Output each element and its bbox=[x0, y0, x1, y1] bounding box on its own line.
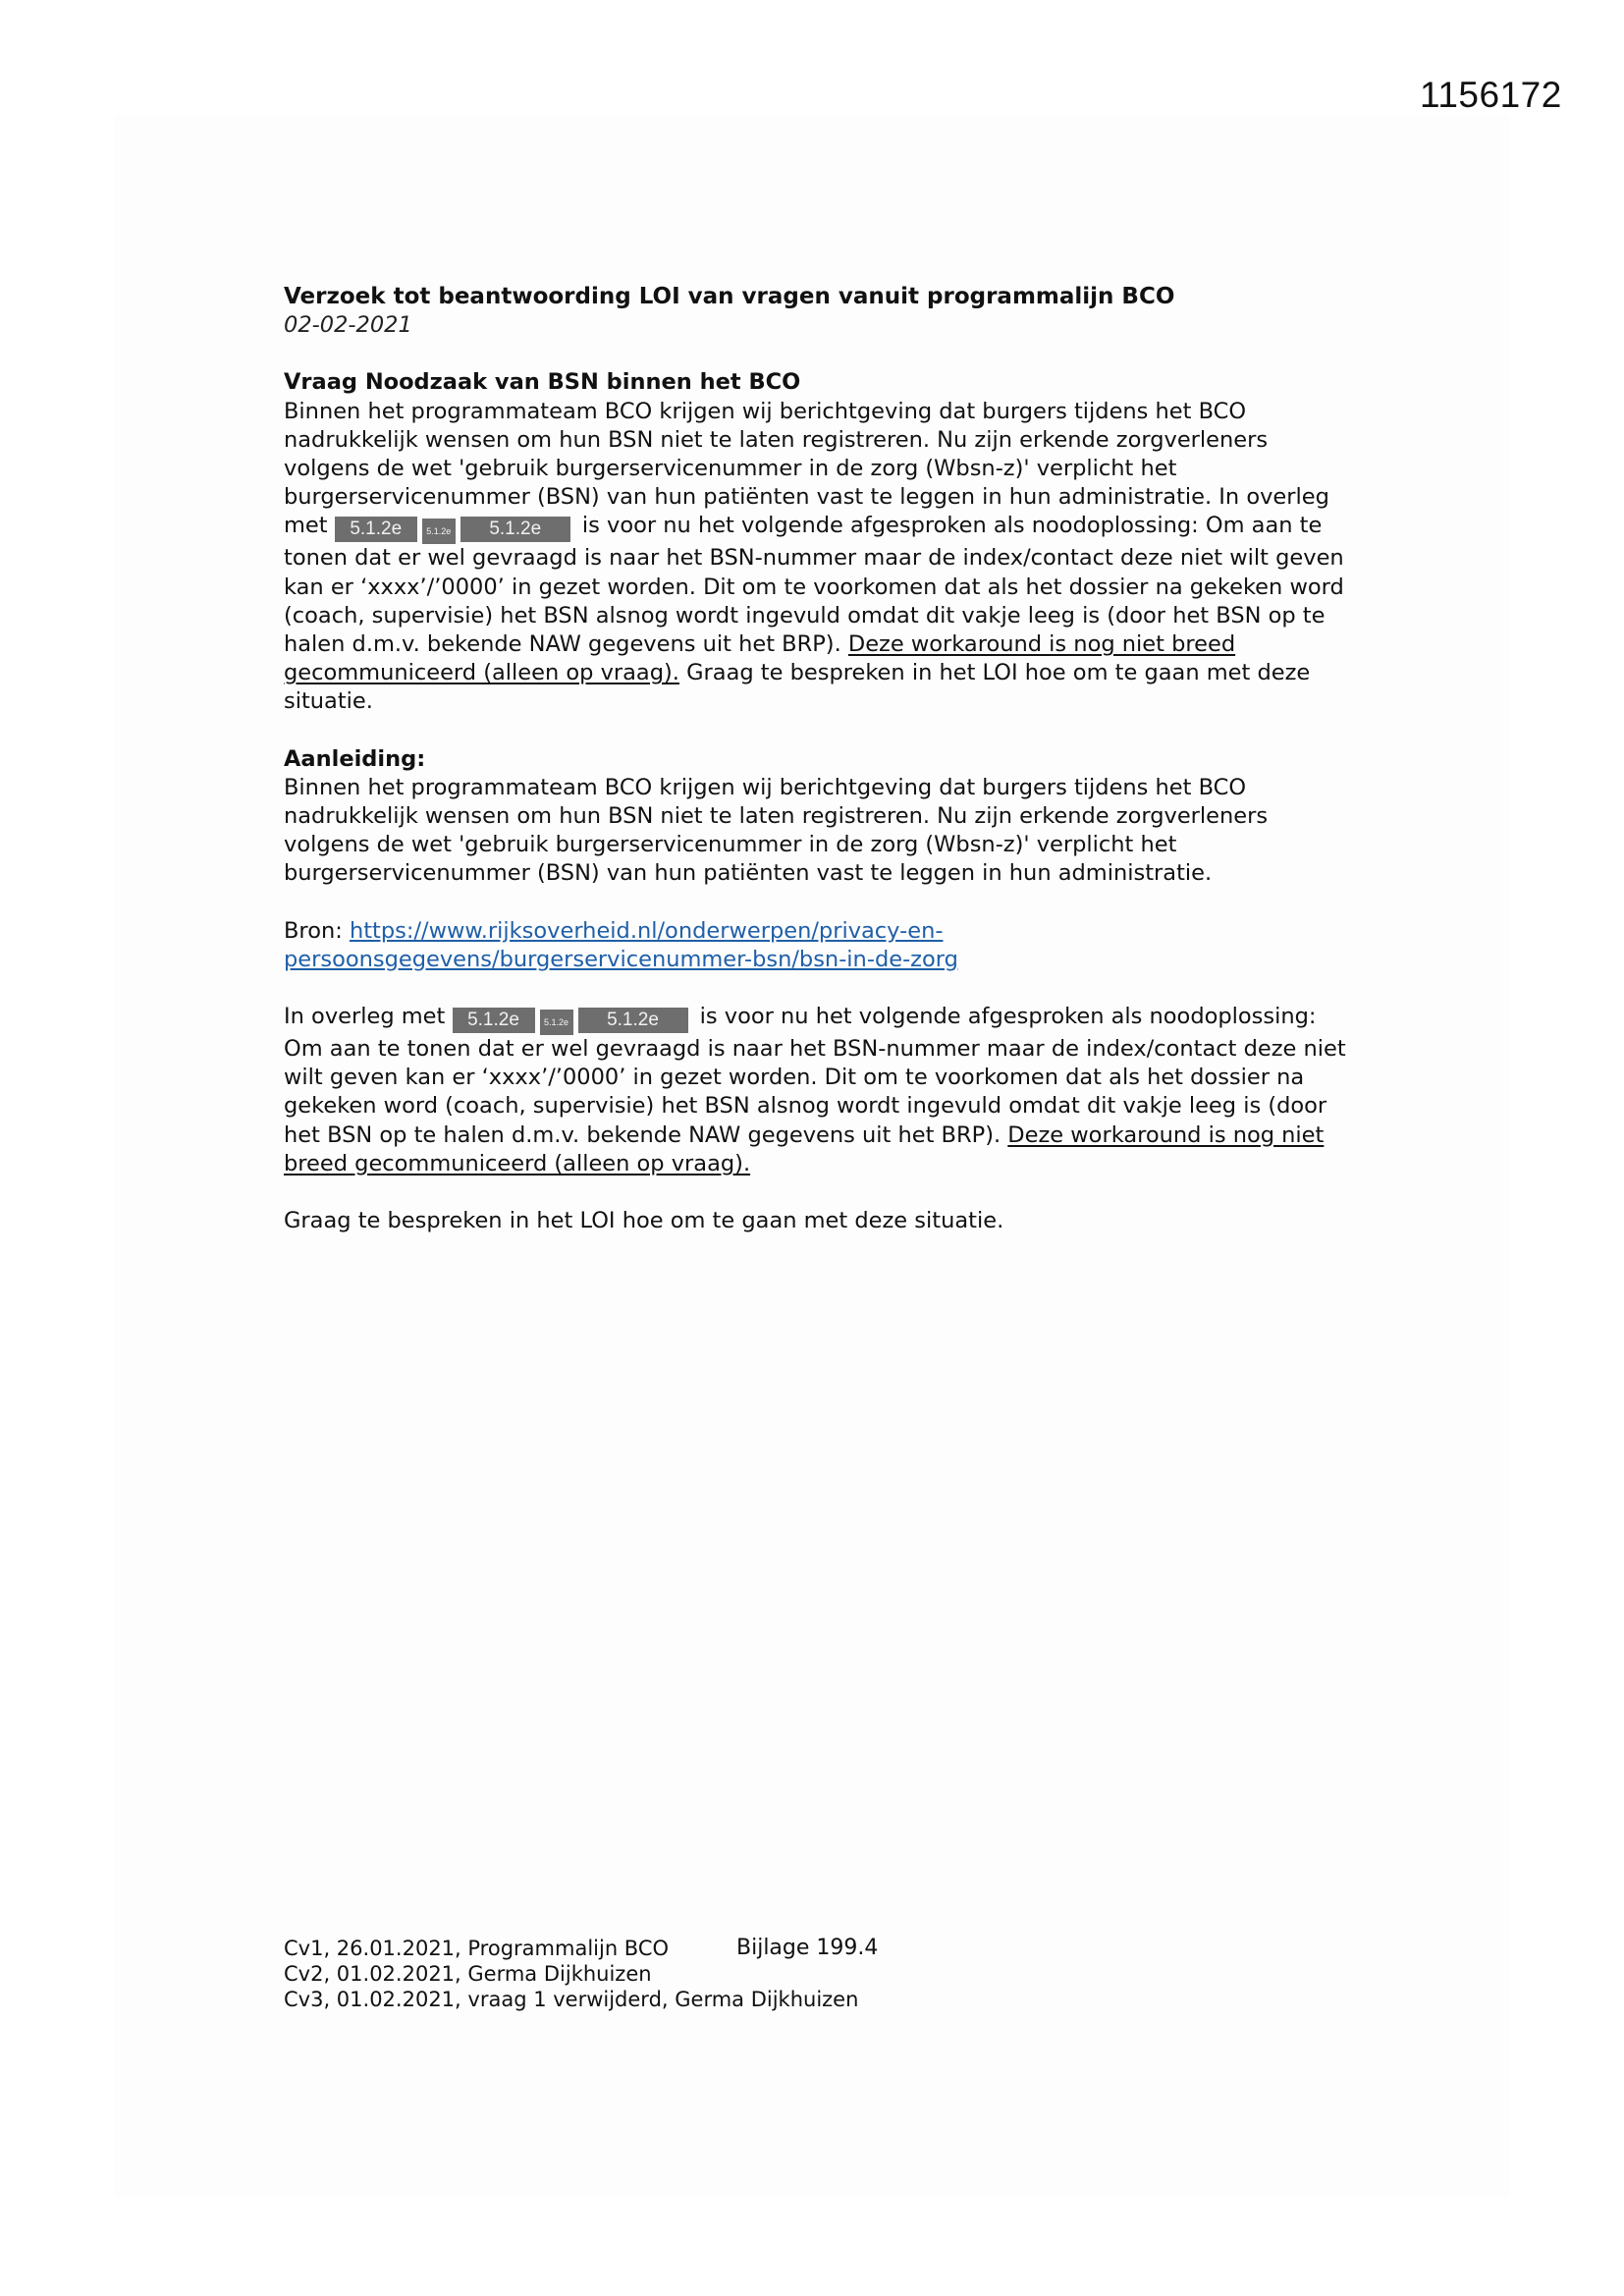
overleg-paragraph bbox=[284, 1003, 1354, 1178]
version-line: Cv1, 26.01.2021, Programmalijn BCO bbox=[284, 1937, 670, 1960]
document-date: 02-02-2021 bbox=[284, 312, 412, 339]
source-label: Bron: bbox=[284, 917, 350, 944]
section-aanleiding bbox=[284, 745, 1354, 1236]
redaction-box: 5.1.2e bbox=[540, 1010, 573, 1035]
vraag-paragraph bbox=[284, 398, 1354, 717]
section-vraag bbox=[284, 368, 1354, 716]
document-title: Verzoek tot beantwoording LOI van vragen vanuit programmalijn BCO bbox=[284, 284, 1175, 309]
redaction-box: 5.1.2e bbox=[453, 1008, 535, 1033]
vraag-underlined-note: Deze workaround is nog niet breed gecommuniceerd (alleen op vraag). bbox=[284, 631, 1236, 686]
redaction-box: 5.1.2e bbox=[422, 519, 456, 544]
vraag-text-1: Binnen het programmateam BCO krijgen wij berichtgeving dat burgers tijdens het BCO nadrukkelijk wensen om hun BSN niet te laten registreren. Nu zijn erkende zorgverleners volgens de wet 'gebruik burgerservicenummer in de zorg (Wbsn-z)' verplicht het burgerservicenummer (BSN) van hun patiënten vast te leggen in hun administratie. In overleg met bbox=[284, 398, 1329, 539]
redaction-box: 5.1.2e bbox=[335, 517, 417, 542]
aanleiding-heading: Aanleiding: bbox=[284, 745, 426, 772]
vraag-text-3: Graag te bespreken in het LOI hoe om te gaan met deze situatie. bbox=[284, 660, 1311, 715]
redaction-box: 5.1.2e bbox=[460, 517, 570, 542]
vraag-heading: Vraag Noodzaak van BSN binnen het BCO bbox=[284, 369, 801, 396]
overleg-text: is voor nu het volgende afgesproken als noodoplossing: Om aan te tonen dat er wel gevraagd is naar het BSN-nummer maar de index/contact deze niet wilt geven kan er ‘xxxx’/’0000’ in gezet worden. Dit om te voorkomen dat als het dossier na gekeken word (coach, supervisie) het BSN alsnog wordt ingevuld omdat dit vakje leeg is (door het BSN op te halen d.m.v. bekende NAW gegevens uit het BRP). bbox=[284, 1004, 1346, 1148]
document-number: 1156172 bbox=[1420, 75, 1562, 115]
overleg-underlined-note: Deze workaround is nog niet breed gecommuniceerd (alleen op vraag). bbox=[284, 1121, 1325, 1176]
version-line: Cv2, 01.02.2021, Germa Dijkhuizen bbox=[284, 1962, 652, 1986]
vraag-text-2: is voor nu het volgende afgesproken als noodoplossing: Om aan te tonen dat er wel gevraagd is naar het BSN-nummer maar de index/contact deze niet wilt geven kan er ‘xxxx’/’0000’ in gezet worden. Dit om te voorkomen dat als het dossier na gekeken word (coach, supervisie) het BSN alsnog wordt ingevuld omdat dit vakje leeg is (door het BSN op te halen d.m.v. bekende NAW gegevens uit het BRP). bbox=[284, 513, 1344, 658]
redaction-box: 5.1.2e bbox=[578, 1008, 688, 1033]
source-link[interactable]: https://www.rijksoverheid.nl/onderwerpen/privacy-en-persoonsgegevens/burgerservicenummer-bsn/bsn-in-de-zorg bbox=[284, 917, 958, 972]
closing-text: Graag te bespreken in het LOI hoe om te gaan met deze situatie. bbox=[284, 1208, 1004, 1234]
document-body bbox=[284, 283, 1354, 1235]
source-line bbox=[284, 917, 1354, 974]
version-line: Cv3, 01.02.2021, vraag 1 verwijderd, Germa Dijkhuizen bbox=[284, 1988, 859, 2011]
overleg-prefix: In overleg met bbox=[284, 1004, 446, 1030]
aanleiding-text: Binnen het programmateam BCO krijgen wij berichtgeving dat burgers tijdens het BCO nadrukkelijk wensen om hun BSN niet te laten registreren. Nu zijn erkende zorgverleners volgens de wet 'gebruik burgerservicenummer in de zorg (Wbsn-z)' verplicht het burgerservicenummer (BSN) van hun patiënten vast te leggen in hun administratie. bbox=[284, 774, 1269, 887]
attachment-label: Bijlage 199.4 bbox=[736, 1936, 879, 1960]
